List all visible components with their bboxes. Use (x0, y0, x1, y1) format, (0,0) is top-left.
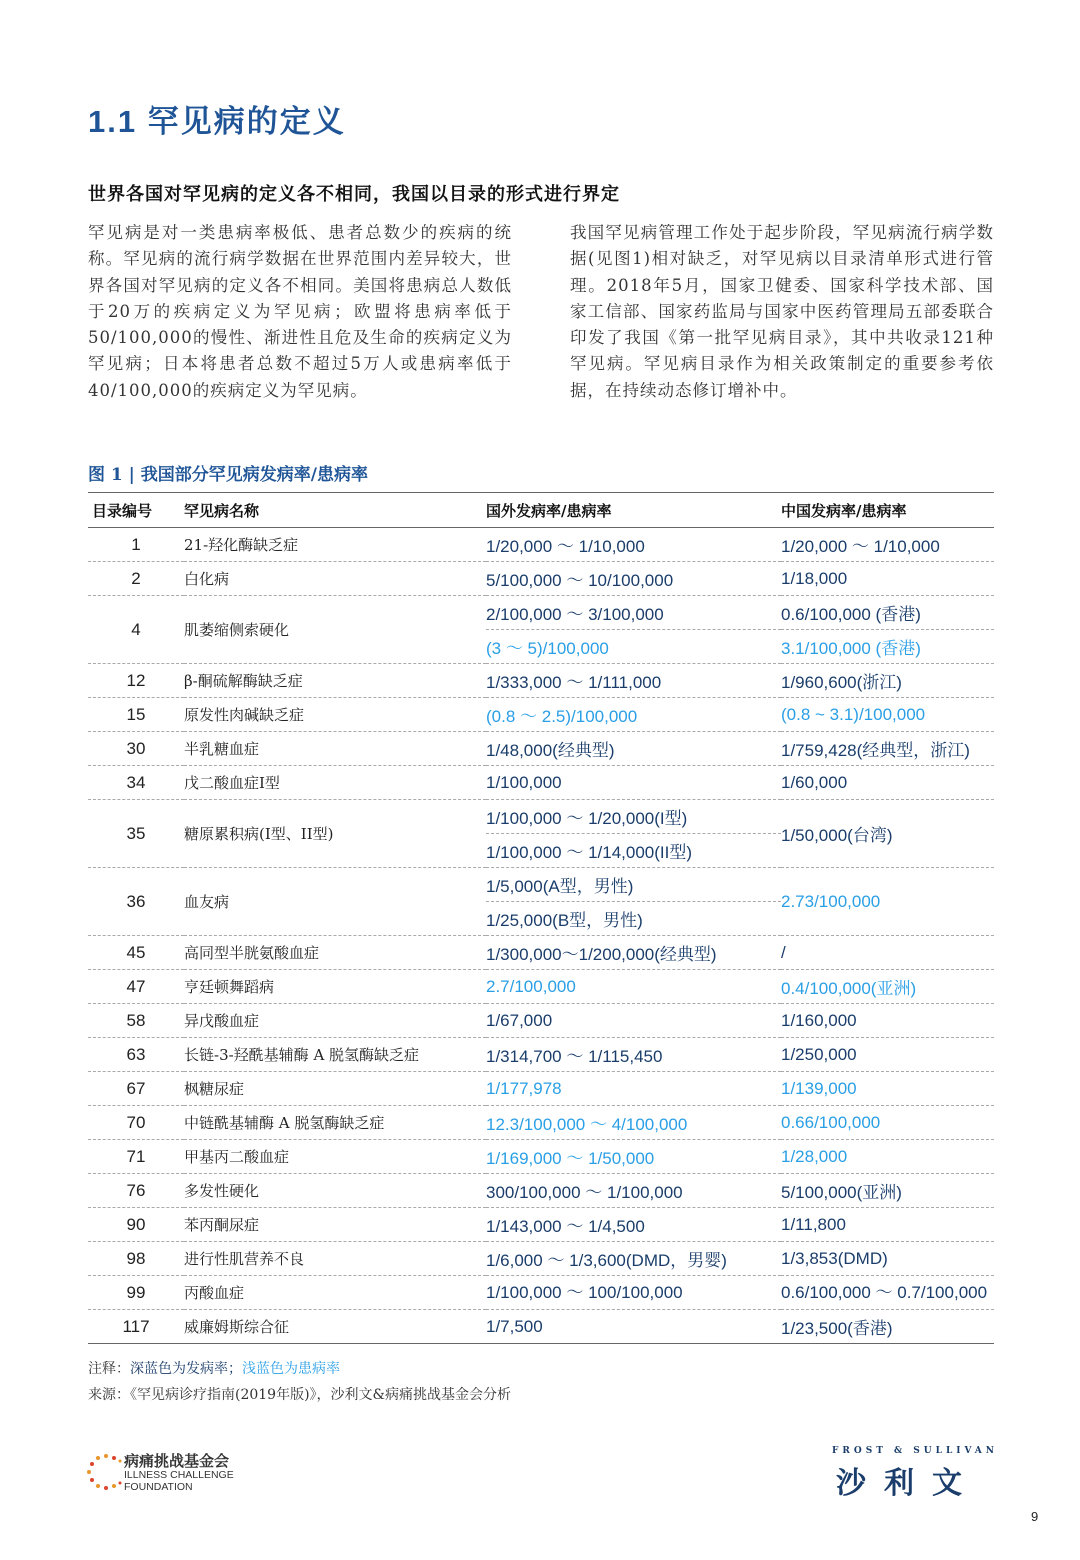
cell-foreign-rate: 1/100,000 ～ 1/14,000(II型) (486, 834, 781, 868)
cell-china-rate: 1/50,000(台湾) (781, 800, 994, 868)
table-row (88, 970, 994, 1004)
note-dark: 深蓝色为发病率； (130, 1361, 242, 1377)
cell-foreign-rate: 12.3/100,000 ～ 4/100,000 (486, 1106, 781, 1140)
cell-name: 21-羟化酶缺乏症 (184, 528, 486, 562)
cell-num: 47 (88, 970, 184, 1004)
cell-name: 异戊酸血症 (184, 1004, 486, 1038)
table-header-row (88, 493, 994, 528)
table-row (88, 1004, 994, 1038)
cell-name: 苯丙酮尿症 (184, 1208, 486, 1242)
note-label: 注释： (88, 1361, 130, 1377)
cell-foreign-rate: 1/143,000 ～ 1/4,500 (486, 1208, 781, 1242)
cell-china-rate: 0.66/100,000 (781, 1106, 994, 1140)
cell-num: 70 (88, 1106, 184, 1140)
cell-foreign-rate: 1/100,000 ～ 100/100,000 (486, 1276, 781, 1310)
cell-num: 35 (88, 800, 184, 868)
cell-num: 58 (88, 1004, 184, 1038)
cell-num: 45 (88, 936, 184, 970)
cell-china-rate: 1/960,600(浙江) (781, 664, 994, 698)
cell-name: 枫糖尿症 (184, 1072, 486, 1106)
figure-title: 图 1 | 我国部分罕见病发病率/患病率 (88, 465, 368, 485)
note (88, 1358, 340, 1378)
logo-right-en: FROST & SULLIVAN (831, 1446, 998, 1456)
cell-foreign-rate: 1/7,500 (486, 1310, 781, 1344)
cell-name: 高同型半胱氨酸血症 (184, 936, 486, 970)
table-row (88, 664, 994, 698)
table-row (88, 1140, 994, 1174)
cell-china-rate: 1/759,428(经典型，浙江) (781, 732, 994, 766)
cell-foreign-rate: 1/67,000 (486, 1004, 781, 1038)
cell-china-rate: 3.1/100,000 (香港) (781, 630, 994, 664)
cell-num: 36 (88, 868, 184, 936)
cell-china-rate: 1/60,000 (781, 766, 994, 800)
table-row (88, 1174, 994, 1208)
cell-china-rate: 1/250,000 (781, 1038, 994, 1072)
cell-num: 90 (88, 1208, 184, 1242)
cell-name: 威廉姆斯综合征 (184, 1310, 486, 1344)
cell-foreign-rate: 1/177,978 (486, 1072, 781, 1106)
cell-name: 原发性肉碱缺乏症 (184, 698, 486, 732)
cell-foreign-rate: 2/100,000 ～ 3/100,000 (486, 596, 781, 630)
cell-name: 肌萎缩侧索硬化 (184, 596, 486, 664)
cell-name: 进行性肌营养不良 (184, 1242, 486, 1276)
cell-china-rate: 1/160,000 (781, 1004, 994, 1038)
cell-foreign-rate: 5/100,000 ～ 10/100,000 (486, 562, 781, 596)
cell-name: 血友病 (184, 868, 486, 936)
cell-name: 半乳糖血症 (184, 732, 486, 766)
cell-foreign-rate: 1/169,000 ～ 1/50,000 (486, 1140, 781, 1174)
table-row (88, 766, 994, 800)
table-row (88, 596, 994, 630)
cell-name: 长链-3-羟酰基辅酶 A 脱氢酶缺乏症 (184, 1038, 486, 1072)
cell-china-rate: 1/11,800 (781, 1208, 994, 1242)
cell-name: 亨廷顿舞蹈病 (184, 970, 486, 1004)
logo-right-cn: 沙利文 (836, 1466, 980, 1501)
cell-china-rate: 1/3,853(DMD) (781, 1242, 994, 1276)
logo-left-cn: 病痛挑战基金会 (124, 1452, 230, 1470)
logo-left-en1: ILLNESS CHALLENGE (124, 1469, 234, 1481)
header-name: 罕见病名称 (184, 493, 486, 528)
cell-foreign-rate: (0.8 ～ 2.5)/100,000 (486, 698, 781, 732)
table-row (88, 1242, 994, 1276)
cell-name: 丙酸血症 (184, 1276, 486, 1310)
cell-foreign-rate: 300/100,000 ～ 1/100,000 (486, 1174, 781, 1208)
header-foreign: 国外发病率/患病率 (486, 493, 781, 528)
cell-china-rate: (0.8 ~ 3.1)/100,000 (781, 698, 994, 732)
header-china: 中国发病率/患病率 (781, 493, 994, 528)
table-row (88, 562, 994, 596)
paragraph-right: 我国罕见病管理工作处于起步阶段，罕见病流行病学数据(见图1)相对缺乏，对罕见病以目录清单形式进行管理。2018年5月，国家卫健委、国家科学技术部、国家工信部、国家药监局与国家中医药管理局五部委联合印发了我国《第一批罕见病目录》，其中共收录121种罕见病。罕见病目录作为相关政策制定的重要参考依据，在持续动态修订增补中。 (570, 223, 994, 400)
cell-num: 99 (88, 1276, 184, 1310)
illness-challenge-logo (86, 1450, 256, 1494)
table-row (88, 528, 994, 562)
cell-name: 糖原累积病(I型、II型) (184, 800, 486, 868)
cell-num: 2 (88, 562, 184, 596)
cell-num: 117 (88, 1310, 184, 1344)
paragraph-left: 罕见病是对一类患病率极低、患者总数少的疾病的统称。罕见病的流行病学数据在世界范围内差异较大，世界各国对罕见病的定义各不相同。美国将患病总人数低于20万的疾病定义为罕见病；欧盟将患病率低于50/100,000的慢性、渐进性且危及生命的疾病定义为罕见病；日本将患者总数不超过5万人或患病率低于40/100,000的疾病定义为罕见病。 (88, 223, 512, 400)
cell-china-rate: 2.73/100,000 (781, 868, 994, 936)
cell-num: 98 (88, 1242, 184, 1276)
cell-foreign-rate: (3 ～ 5)/100,000 (486, 630, 781, 664)
section-title: 1.1 罕见病的定义 (88, 104, 346, 139)
cell-name: 白化病 (184, 562, 486, 596)
cell-china-rate: 1/20,000 ～ 1/10,000 (781, 528, 994, 562)
cell-foreign-rate: 1/333,000 ～ 1/111,000 (486, 664, 781, 698)
cell-num: 67 (88, 1072, 184, 1106)
cell-num: 34 (88, 766, 184, 800)
table-row (88, 1106, 994, 1140)
cell-num: 12 (88, 664, 184, 698)
cell-china-rate: / (781, 936, 994, 970)
cell-foreign-rate: 1/20,000 ～ 1/10,000 (486, 528, 781, 562)
subtitle: 世界各国对罕见病的定义各不相同，我国以目录的形式进行界定 (88, 184, 620, 205)
cell-name: 戊二酸血症I型 (184, 766, 486, 800)
cell-china-rate: 1/139,000 (781, 1072, 994, 1106)
cell-foreign-rate: 1/25,000(B型，男性) (486, 902, 781, 936)
cell-china-rate: 5/100,000(亚洲) (781, 1174, 994, 1208)
source: 来源：《罕见病诊疗指南(2019年版)》，沙利文&病痛挑战基金会分析 (88, 1387, 512, 1403)
cell-foreign-rate: 2.7/100,000 (486, 970, 781, 1004)
cell-china-rate: 1/23,500(香港) (781, 1310, 994, 1344)
cell-num: 71 (88, 1140, 184, 1174)
table-row (88, 698, 994, 732)
cell-foreign-rate: 1/6,000 ～ 1/3,600(DMD，男婴) (486, 1242, 781, 1276)
logo-left-en2: FOUNDATION (124, 1481, 193, 1493)
cell-foreign-rate: 1/300,000～1/200,000(经典型) (486, 936, 781, 970)
table-row (88, 1276, 994, 1310)
cell-foreign-rate: 1/48,000(经典型) (486, 732, 781, 766)
table-row (88, 1072, 994, 1106)
cell-num: 1 (88, 528, 184, 562)
cell-num: 30 (88, 732, 184, 766)
note-light: 浅蓝色为患病率 (242, 1361, 340, 1377)
header-num: 目录编号 (88, 493, 184, 528)
cell-name: 中链酰基辅酶 A 脱氢酶缺乏症 (184, 1106, 486, 1140)
cell-foreign-rate: 1/100,000 (486, 766, 781, 800)
rare-disease-table (88, 492, 994, 1344)
cell-num: 15 (88, 698, 184, 732)
cell-name: 多发性硬化 (184, 1174, 486, 1208)
logo-ring-icon (86, 1452, 126, 1492)
page-number: 9 (1031, 1509, 1039, 1524)
table-row (88, 732, 994, 766)
cell-foreign-rate: 1/5,000(A型，男性) (486, 868, 781, 902)
table-row (88, 936, 994, 970)
cell-china-rate: 1/18,000 (781, 562, 994, 596)
frost-sullivan-logo (822, 1446, 998, 1501)
cell-num: 4 (88, 596, 184, 664)
cell-foreign-rate: 1/100,000 ～ 1/20,000(I型) (486, 800, 781, 834)
cell-name: β-酮硫解酶缺乏症 (184, 664, 486, 698)
table-row (88, 800, 994, 834)
table-row (88, 1038, 994, 1072)
cell-china-rate: 0.6/100,000 ～ 0.7/100,000 (781, 1276, 994, 1310)
table-row (88, 868, 994, 902)
cell-foreign-rate: 1/314,700 ～ 1/115,450 (486, 1038, 781, 1072)
cell-china-rate: 0.6/100,000 (香港) (781, 596, 994, 630)
cell-china-rate: 0.4/100,000(亚洲) (781, 970, 994, 1004)
cell-num: 63 (88, 1038, 184, 1072)
table-row (88, 1310, 994, 1344)
cell-name: 甲基丙二酸血症 (184, 1140, 486, 1174)
cell-china-rate: 1/28,000 (781, 1140, 994, 1174)
table-row (88, 1208, 994, 1242)
cell-num: 76 (88, 1174, 184, 1208)
